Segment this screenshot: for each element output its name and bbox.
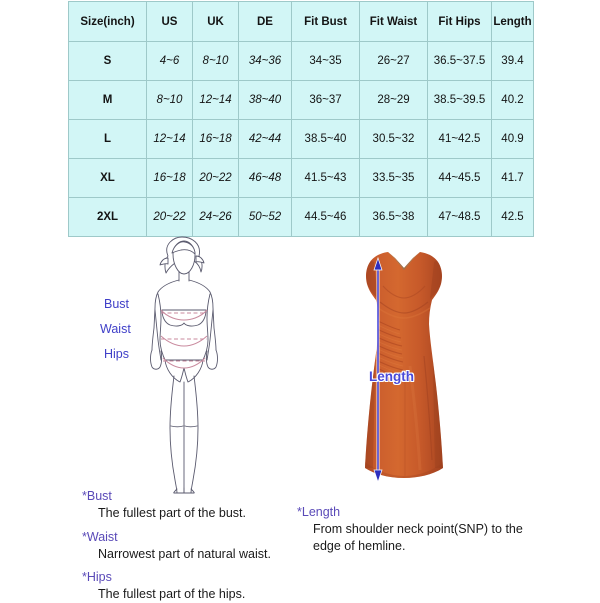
cell-fit-hips: 44~45.5	[428, 159, 492, 198]
cell-fit-waist: 26~27	[360, 42, 428, 81]
cell-de: 46~48	[239, 159, 292, 198]
cell-length: 41.7	[492, 159, 534, 198]
cell-de: 42~44	[239, 120, 292, 159]
cell-length: 40.2	[492, 81, 534, 120]
cell-fit-hips: 41~42.5	[428, 120, 492, 159]
cell-fit-waist: 30.5~32	[360, 120, 428, 159]
cell-uk: 8~10	[193, 42, 239, 81]
column-header-fit-bust: Fit Bust	[292, 2, 360, 42]
cell-size: S	[69, 42, 147, 81]
female-body-measurement-diagram-icon	[130, 236, 235, 494]
cell-us: 16~18	[147, 159, 193, 198]
table-row	[69, 198, 534, 237]
cell-us: 12~14	[147, 120, 193, 159]
cell-de: 38~40	[239, 81, 292, 120]
cell-uk: 24~26	[193, 198, 239, 237]
table-row	[69, 120, 534, 159]
column-header-fit-waist: Fit Waist	[360, 2, 428, 42]
cell-de: 50~52	[239, 198, 292, 237]
cell-us: 4~6	[147, 42, 193, 81]
cell-uk: 20~22	[193, 159, 239, 198]
size-chart-table	[68, 1, 534, 237]
cell-length: 40.9	[492, 120, 534, 159]
cell-de: 34~36	[239, 42, 292, 81]
cell-fit-hips: 38.5~39.5	[428, 81, 492, 120]
cell-fit-bust: 36~37	[292, 81, 360, 120]
bust-term: *Bust	[82, 489, 112, 503]
cell-fit-bust: 44.5~46	[292, 198, 360, 237]
bust-measurement-label: Bust	[104, 297, 130, 311]
cell-size: XL	[69, 159, 147, 198]
table-row	[69, 42, 534, 81]
cell-us: 20~22	[147, 198, 193, 237]
length-term: *Length	[297, 505, 341, 519]
column-header-uk: UK	[193, 2, 239, 42]
table-row	[69, 81, 534, 120]
cell-fit-waist: 33.5~35	[360, 159, 428, 198]
measurement-definitions-right	[297, 505, 537, 554]
column-header-de: DE	[239, 2, 292, 42]
cell-length: 39.4	[492, 42, 534, 81]
cell-size: 2XL	[69, 198, 147, 237]
cell-fit-hips: 47~48.5	[428, 198, 492, 237]
column-header-size: Size(inch)	[69, 2, 147, 42]
cell-length: 42.5	[492, 198, 534, 237]
hips-description: The fullest part of the hips.	[98, 587, 246, 601]
cell-fit-waist: 28~29	[360, 81, 428, 120]
bust-description: The fullest part of the bust.	[98, 506, 246, 520]
measurement-definitions-left	[82, 489, 297, 603]
table-header-row	[69, 2, 534, 42]
hips-measurement-label: Hips	[104, 347, 130, 361]
cell-fit-waist: 36.5~38	[360, 198, 428, 237]
cell-us: 8~10	[147, 81, 193, 120]
waist-description: Narrowest part of natural waist.	[98, 546, 271, 561]
waist-term: *Waist	[82, 529, 118, 544]
size-chart-table-container	[68, 1, 533, 237]
cell-uk: 12~14	[193, 81, 239, 120]
length-measurement-label: Length	[369, 369, 414, 384]
cell-size: L	[69, 120, 147, 159]
hips-term: *Hips	[82, 570, 112, 584]
column-header-us: US	[147, 2, 193, 42]
orange-dress-product-image	[348, 246, 460, 484]
cell-size: M	[69, 81, 147, 120]
cell-fit-bust: 41.5~43	[292, 159, 360, 198]
cell-fit-bust: 34~35	[292, 42, 360, 81]
cell-uk: 16~18	[193, 120, 239, 159]
column-header-fit-hips: Fit Hips	[428, 2, 492, 42]
cell-fit-hips: 36.5~37.5	[428, 42, 492, 81]
column-header-length: Length	[492, 2, 534, 42]
waist-measurement-label: Waist	[100, 322, 131, 336]
table-row	[69, 159, 534, 198]
length-description: From shoulder neck point(SNP) to the edge of hemline.	[313, 522, 523, 553]
cell-fit-bust: 38.5~40	[292, 120, 360, 159]
